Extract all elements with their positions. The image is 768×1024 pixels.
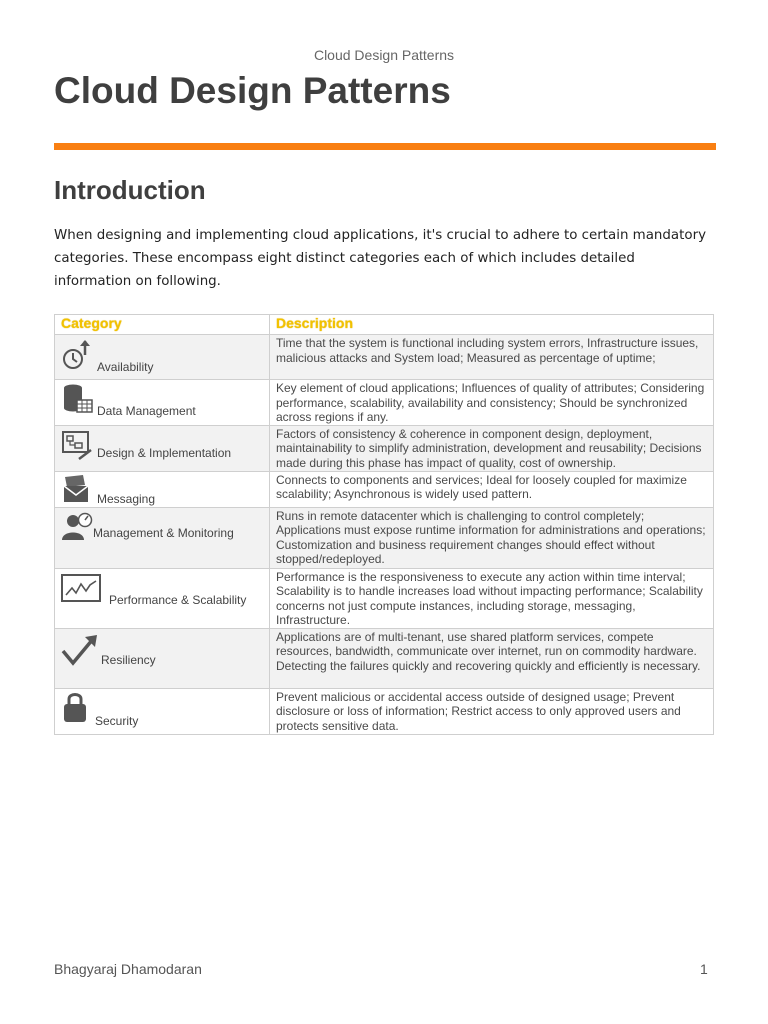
table-row xyxy=(55,688,714,734)
table-row xyxy=(55,380,714,426)
category-cell xyxy=(55,380,270,426)
category-name: Management & Monitoring xyxy=(93,525,234,540)
database-table-icon xyxy=(61,382,93,416)
category-cell xyxy=(55,568,270,628)
padlock-icon xyxy=(61,690,93,724)
category-description: Runs in remote datacenter which is challenging to control completely; Applications must expose runtime information for administrations and operations; Customization and business requirement changes should effect without stopped/redeployed. xyxy=(270,507,714,568)
category-description: Prevent malicious or accidental access outside of designed usage; Prevent disclosure or loss of information; Restrict access to only approved users and protects sensitive data. xyxy=(270,688,714,734)
checkmark-arrow-icon xyxy=(61,633,101,667)
section-heading-introduction: Introduction xyxy=(54,175,206,205)
category-name: Availability xyxy=(97,360,154,374)
table-row xyxy=(55,425,714,471)
category-cell xyxy=(55,471,270,507)
category-description: Performance is the responsiveness to execute any action within time interval; Scalability is to handle increases load without impacting performance; Scalability concerns not just compute instances, including storage, messaging, Infrastructure. xyxy=(270,568,714,628)
title-underline-rule xyxy=(54,143,716,150)
category-name: Messaging xyxy=(97,491,156,506)
user-gauge-icon xyxy=(61,510,93,544)
table-row xyxy=(55,507,714,568)
table-row xyxy=(55,335,714,380)
categories-table xyxy=(54,314,714,735)
column-header-description: Description xyxy=(270,315,714,335)
category-description: Factors of consistency & coherence in component design, deployment, maintainability to simplify administration, development and reusability; Decisions made during this phase has impact of quality, cost of ownership. xyxy=(270,425,714,471)
document-title: Cloud Design Patterns xyxy=(54,70,451,111)
table-row xyxy=(55,471,714,507)
table-header-row xyxy=(55,315,714,335)
table-row xyxy=(55,628,714,688)
clock-up-arrow-icon xyxy=(61,337,93,371)
category-name: Security xyxy=(95,713,139,728)
intro-paragraph: When designing and implementing cloud applications, it's crucial to adhere to certain mandatory categories. These encompass eight distinct categories each of which includes detailed information on following. xyxy=(54,228,707,289)
design-diagram-icon xyxy=(61,428,93,462)
column-header-category: Category xyxy=(55,315,270,335)
running-header: Cloud Design Patterns xyxy=(313,47,455,63)
category-name: Performance & Scalability xyxy=(109,592,247,607)
envelopes-icon xyxy=(61,473,93,507)
category-cell xyxy=(55,507,270,568)
category-name: Resiliency xyxy=(101,652,156,667)
table-row xyxy=(55,568,714,628)
category-description: Applications are of multi-tenant, use shared platform services, compete resources, bandwidth, communicate over internet, run on commodity hardware. Detecting the failures quickly and recovering quickly and efficiently is necessary. xyxy=(270,628,714,688)
line-chart-icon xyxy=(61,574,101,604)
category-cell xyxy=(55,688,270,734)
category-description: Time that the system is functional including system errors, Infrastructure issues, malicious attacks and System load; Measured as percentage of uptime; xyxy=(270,335,714,380)
category-cell xyxy=(55,335,270,380)
category-description: Key element of cloud applications; Influences of quality of attributes; Considering performance, scalability, availability and consistency; Should be synchronized across regions if any. xyxy=(270,380,714,426)
category-cell xyxy=(55,425,270,471)
category-name: Design & Implementation xyxy=(97,445,232,460)
category-description: Connects to components and services; Ideal for loosely coupled for maximize scalability; Asynchronous is widely used pattern. xyxy=(270,471,714,507)
footer-page-number: 1 xyxy=(700,961,708,977)
footer-author: Bhagyaraj Dhamodaran xyxy=(54,961,202,977)
category-name: Data Management xyxy=(97,404,196,418)
category-cell xyxy=(55,628,270,688)
